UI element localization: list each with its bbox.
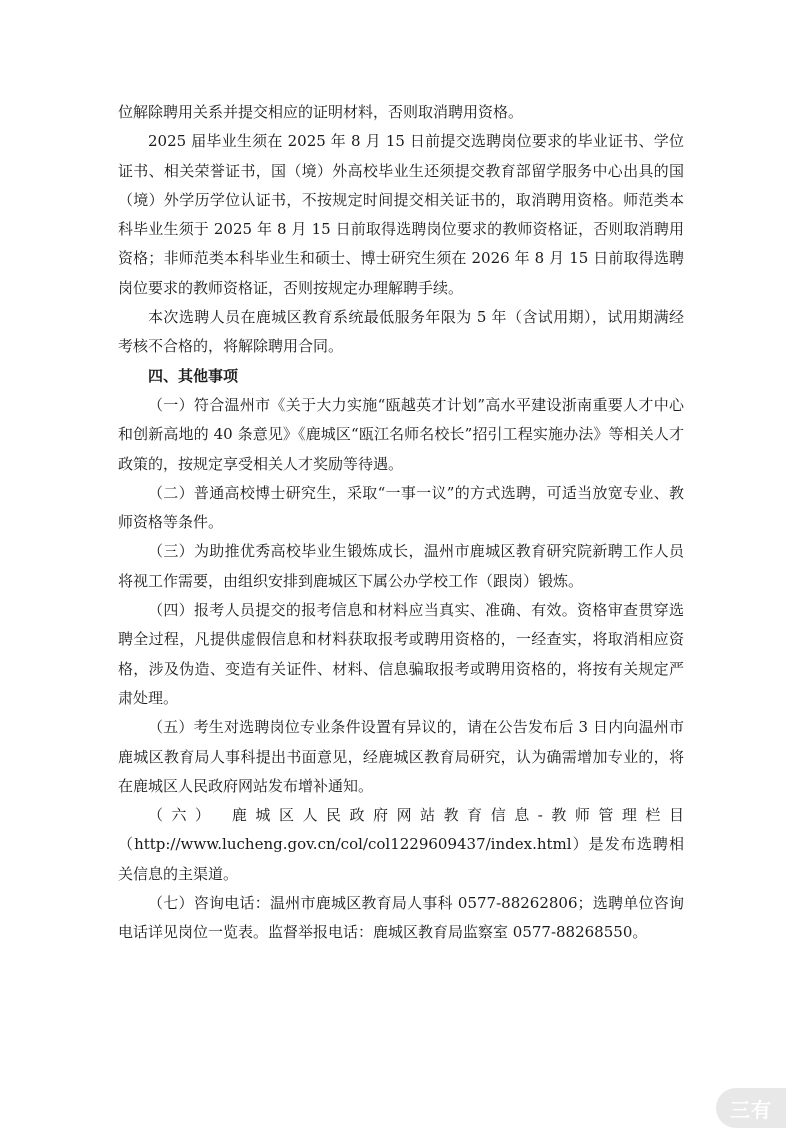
document-body <box>118 98 684 948</box>
item-6-rest: （http://www.lucheng.gov.cn/col/col1229609437/index.html）是发布选聘相关信息的主渠道。 <box>118 835 684 883</box>
watermark-badge <box>716 1088 786 1128</box>
paragraph-graduate-certificates: 2025 届毕业生须在 2025 年 8 月 15 日前提交选聘岗位要求的毕业证书、学位证书、相关荣誉证书，国（境）外高校毕业生还须提交教育部留学服务中心出具的国（境）外学历学位认证书，不按规定时间提交相关证书的，取消聘用资格。师范类本科毕业生须于 2025 年 8 月 15 日前取得选聘岗位要求的教师资格证，否则取消聘用资格；非师范类本科毕业生和硕士、博士研究生须在 2026 年 8 月 15 日前取得选聘岗位要求的教师资格证，否则按规定办理解聘手续。 <box>118 132 684 297</box>
watermark-text: 三有 <box>730 1097 772 1122</box>
item-4: （四）报考人员提交的报考信息和材料应当真实、准确、有效。资格审查贯穿选聘全过程，凡提供虚假信息和材料获取报考或聘用资格的，一经查实，将取消相应资格，涉及伪造、变造有关证件、材料、信息骗取报考或聘用资格的，将按有关规定严肃处理。 <box>118 601 684 707</box>
paragraph-service-term: 本次选聘人员在鹿城区教育系统最低服务年限为 5 年（含试用期），试用期满经考核不合格的，将解除聘用合同。 <box>118 308 684 356</box>
item-1: （一）符合温州市《关于大力实施“瓯越英才计划”高水平建设浙南重要人才中心和创新高地的 40 条意见》《鹿城区“瓯江名师名校长”招引工程实施办法》等相关人才政策的，按规定享受相关人才奖励等待遇。 <box>118 395 684 473</box>
item-6-line-1: （六） 鹿城区人民政府网站教育信息-教师管理栏目 <box>148 806 684 825</box>
item-2: （二）普通高校博士研究生，采取“一事一议”的方式选聘，可适当放宽专业、教师资格等条件。 <box>118 483 684 532</box>
paragraph-continuation: 位解除聘用关系并提交相应的证明材料，否则取消聘用资格。 <box>118 103 524 121</box>
item-3: （三）为助推优秀高校毕业生锻炼成长，温州市鹿城区教育研究院新聘工作人员将视工作需要，由组织安排到鹿城区下属公办学校工作（跟岗）锻炼。 <box>118 542 684 590</box>
section-heading: 四、其他事项 <box>148 366 239 385</box>
item-7: （七）咨询电话：温州市鹿城区教育局人事科 0577-88262806；选聘单位咨询电话详见岗位一览表。监督举报电话：鹿城区教育局监察室 0577-88268550。 <box>118 894 684 942</box>
item-5: （五）考生对选聘岗位专业条件设置有异议的，请在公告发布后 3 日内向温州市鹿城区教育局人事科提出书面意见，经鹿城区教育局研究，认为确需增加专业的，将在鹿城区人民政府网站发布增补通知。 <box>118 718 684 795</box>
